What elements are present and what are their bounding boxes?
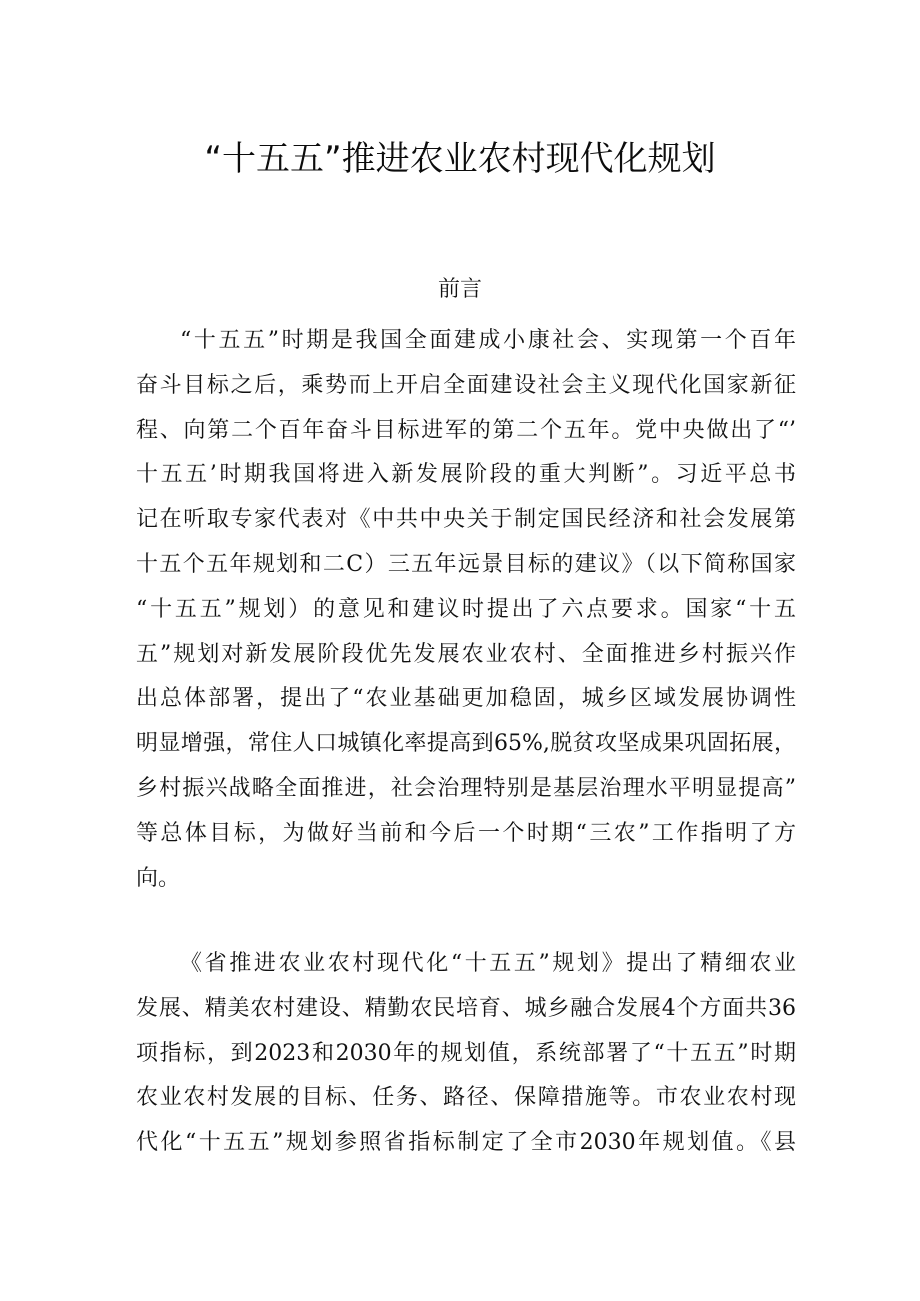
paragraph-line: 奋斗目标之后，乘势而上开启全面建设社会主义现代化国家新征: [136, 372, 796, 398]
paragraph-line: 项指标，到2023和2030年的规划值，系统部署了“十五五”时期: [136, 1040, 796, 1066]
paragraph-line: 出总体部署，提出了“农业基础更加稳固，城乡区域发展协调性: [136, 686, 796, 712]
section-heading-preface: 前言: [437, 277, 482, 302]
paragraph-line: 程、向第二个百年奋斗目标进军的第二个五年。党中央做出了“’: [136, 417, 796, 443]
paragraph-line: 十五五’时期我国将进入新发展阶段的重大判断”。习近平总书: [136, 462, 796, 488]
paragraph-2: [136, 942, 796, 1166]
paragraph-line: 《省推进农业农村现代化“十五五”规划》提出了精细农业: [180, 951, 796, 976]
paragraph-line: 记在听取专家代表对《中共中央关于制定国民经济和社会发展第: [136, 507, 796, 533]
paragraph-line: 乡村振兴战略全面推进，社会治理特别是基层治理水平明显提高”: [136, 775, 796, 801]
paragraph-line: 农业农村发展的目标、任务、路径、保障措施等。市农业农村现: [136, 1085, 796, 1111]
paragraph-line: 等总体目标，为做好当前和今后一个时期“三农”工作指明了方: [136, 820, 796, 846]
paragraph-line: 十五个五年规划和二C）三五年远景目标的建议》（以下简称国家: [136, 551, 796, 577]
document-title: “十五五”推进农业农村现代化规划: [204, 139, 716, 179]
paragraph-line: 明显增强，常住人口城镇化率提高到65%,脱贫攻坚成果巩固拓展，: [136, 731, 796, 757]
paragraph-line: 代化“十五五”规划参照省指标制定了全市2030年规划值。《县: [136, 1130, 796, 1156]
paragraph-line: 五”规划对新发展阶段优先发展农业农村、全面推进乡村振兴作: [136, 641, 796, 667]
paragraph-line: 向。: [136, 865, 181, 891]
paragraph-line: “十五五”规划）的意见和建议时提出了六点要求。国家“十五: [136, 596, 796, 622]
paragraph-line: “十五五”时期是我国全面建成小康社会、实现第一个百年: [180, 328, 796, 353]
paragraph-line: 发展、精美农村建设、精勤农民培育、城乡融合发展4个方面共36: [136, 995, 796, 1021]
paragraph-1: [136, 319, 796, 901]
